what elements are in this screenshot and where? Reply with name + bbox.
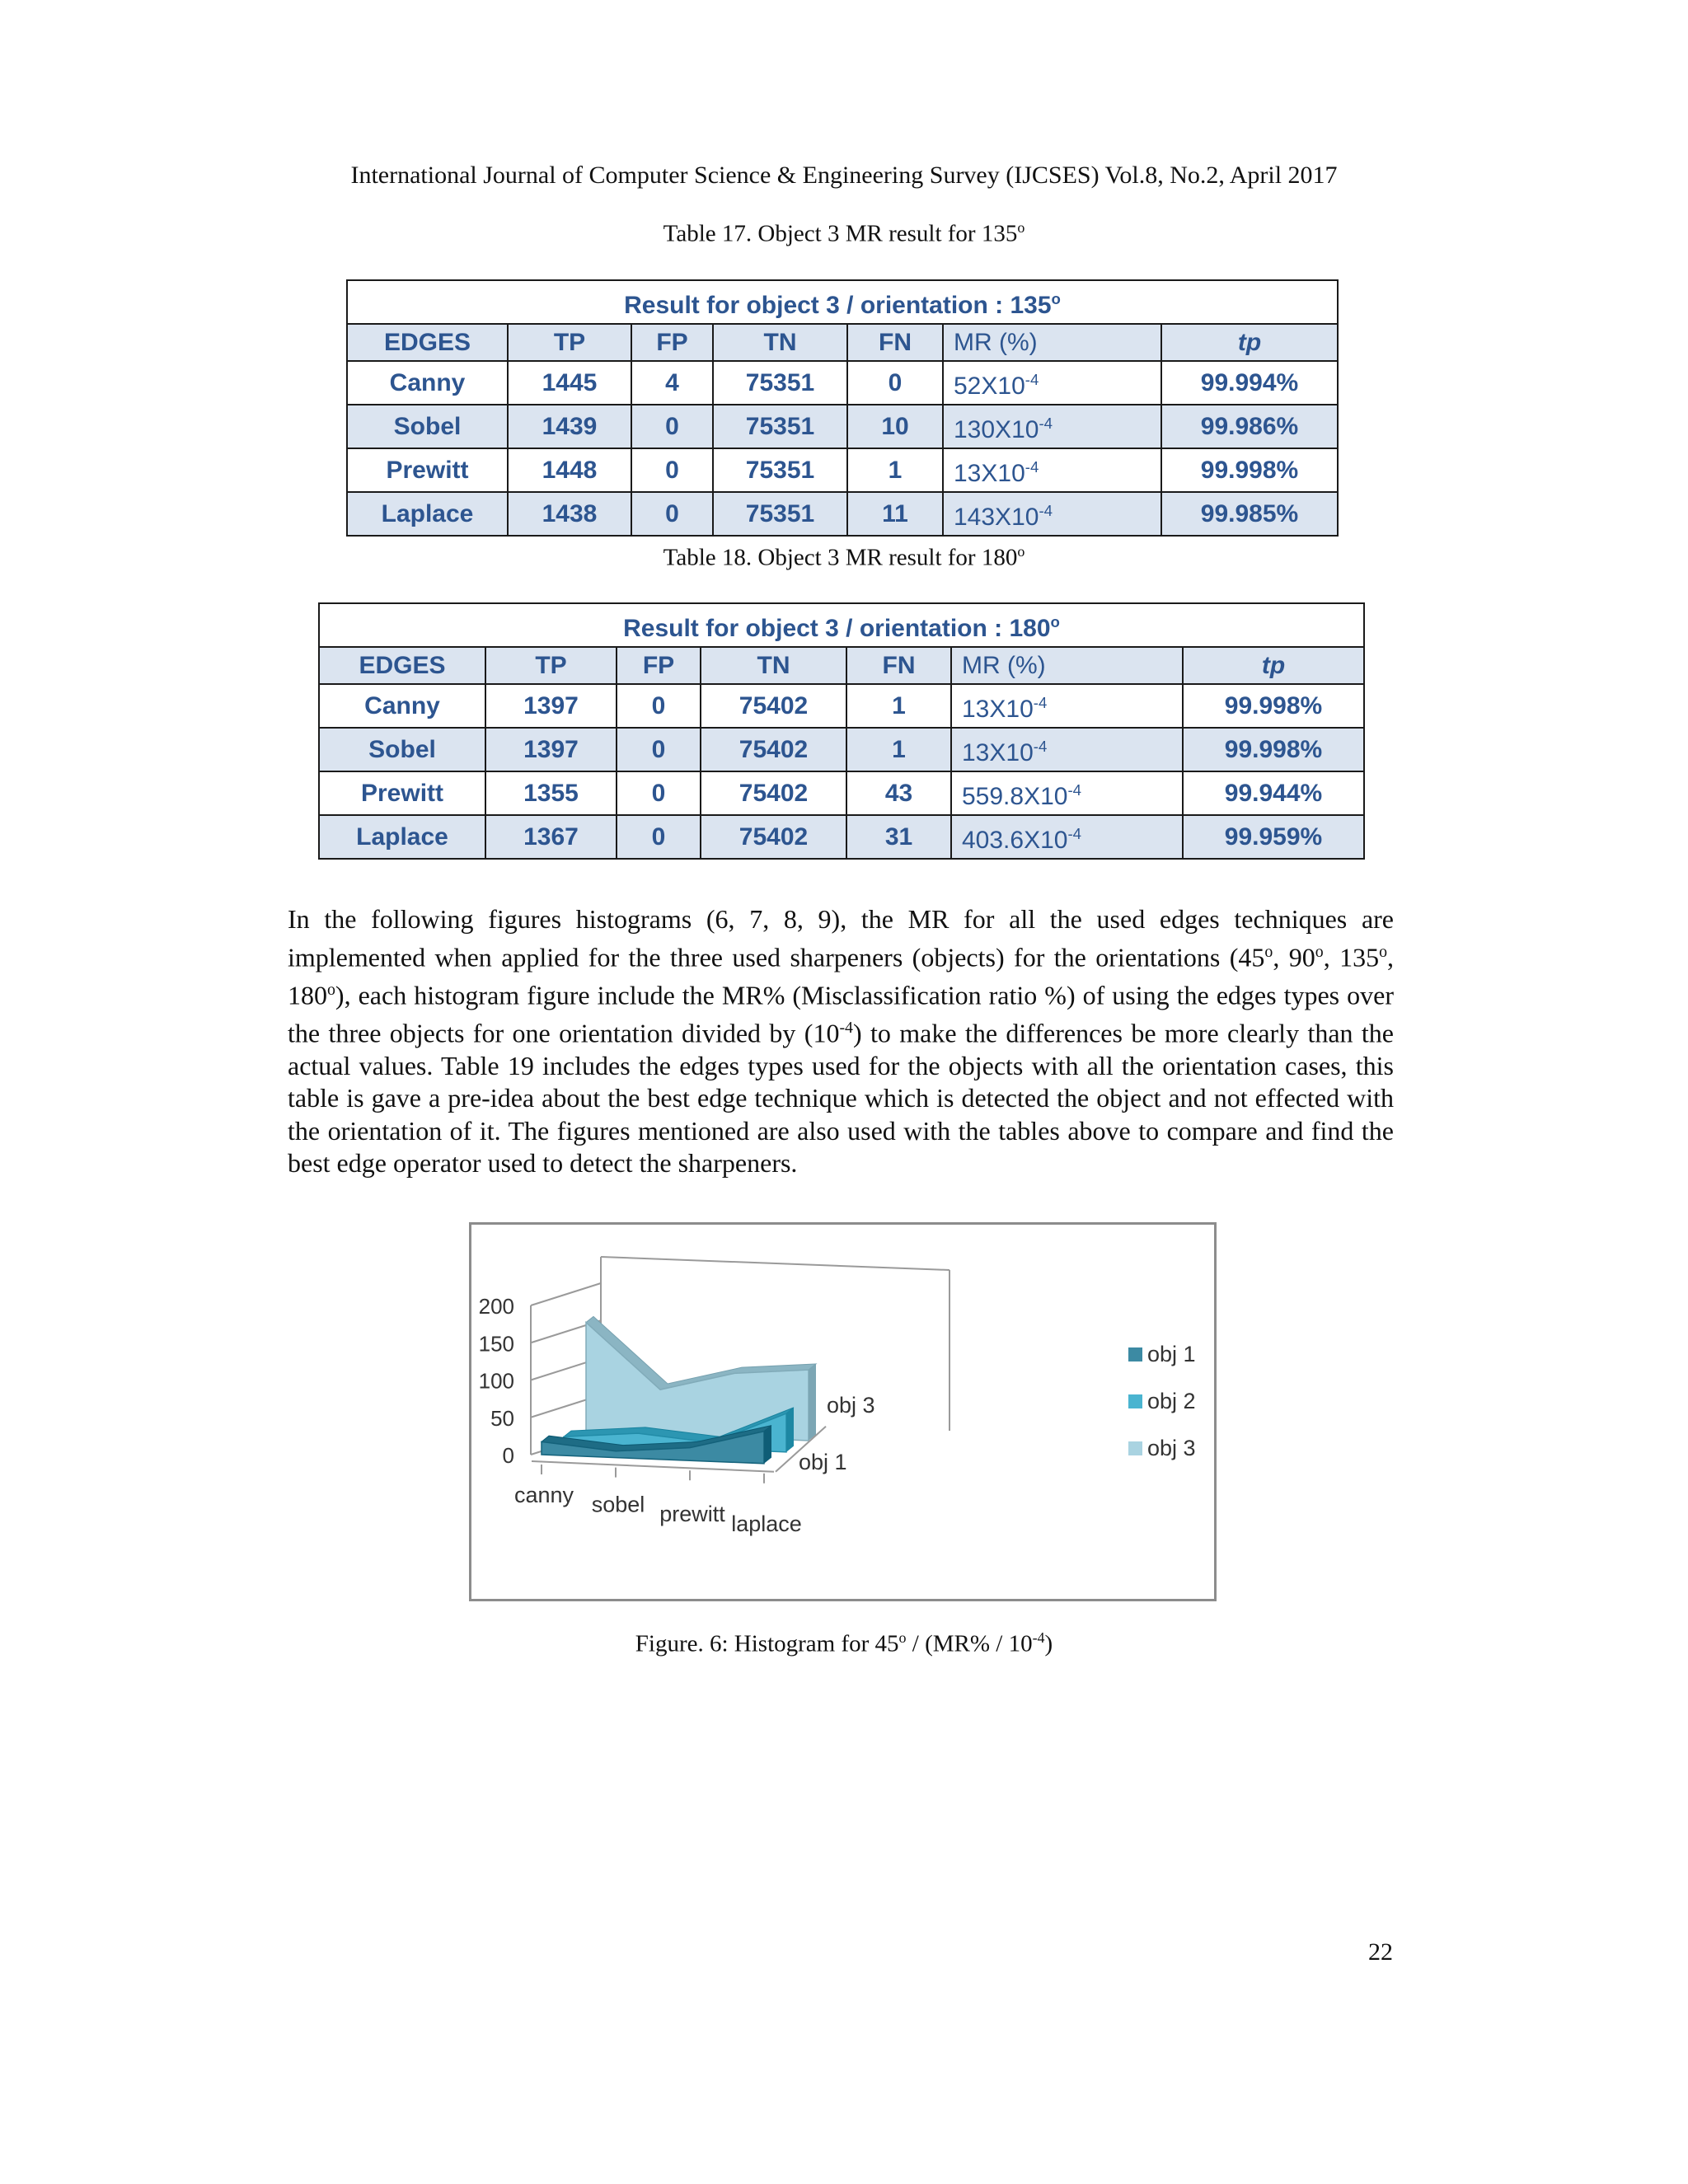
y-tick-label: 150 [478,1331,514,1357]
fp-cell: 0 [617,684,701,728]
series-side-obj-1 [764,1426,771,1464]
tn-cell: 75402 [701,728,846,771]
fp-cell: 4 [631,361,713,405]
column-header: FN [846,647,951,684]
tn-cell: 75351 [713,405,847,448]
mr-cell [943,405,1161,448]
edge-cell: Laplace [347,492,508,536]
para-sup: o [1379,942,1388,961]
legend-swatch-obj-1 [1128,1347,1142,1361]
table18-header-row [319,647,1364,684]
figure-caption-text: / (MR% / 10 [906,1630,1033,1657]
column-header: FP [617,647,701,684]
para-sup: o [1264,942,1273,961]
table17-caption-text: Table 17. Object 3 MR result for 135 [663,220,1018,247]
table18-title-sup: o [1050,613,1060,630]
column-header: TN [713,324,847,361]
table17-title-sup: o [1051,290,1061,307]
para-sup: o [327,980,335,999]
para-text: In the following figures histograms (6, 7, 8, 9), the MR for all the used edges techniques are implemented when applied for the three used sharpeners (objects) for the orientations (45 [288,904,1394,972]
column-header: TN [701,647,846,684]
histogram-3d-area-chart [471,1225,1214,1599]
table17-title-text: Result for object 3 / orientation : 135 [624,292,1052,319]
tp-percent-cell: 99.986% [1161,405,1338,448]
table17 [346,279,1339,537]
legend-label: obj 2 [1147,1389,1196,1413]
legend-swatch-obj-3 [1128,1441,1142,1455]
table18-title-text: Result for object 3 / orientation : 180 [623,615,1051,642]
y-tick-label: 100 [478,1368,514,1394]
para-text: ), each histogram figure include the MR% (Misclassification ratio %) of using the edges types over the three objects for one orientation divided by (10 [288,980,1394,1048]
fn-cell: 1 [847,448,943,492]
para-sup: -4 [839,1018,853,1037]
column-header: FN [847,324,943,361]
table18 [318,602,1365,860]
figure-caption-sup: -4 [1032,1629,1045,1646]
table-row [347,361,1338,405]
legend-label: obj 1 [1147,1342,1196,1366]
tp-cell: 1355 [485,771,617,815]
mr-cell [951,684,1183,728]
mr-exponent: -4 [1039,502,1053,519]
depth-label-obj1: obj 1 [799,1449,847,1474]
y-tick-label: 0 [502,1443,514,1468]
edge-cell: Prewitt [319,771,485,815]
table18-caption-text: Table 18. Object 3 MR result for 180 [663,544,1018,571]
tp-percent-cell: 99.959% [1183,815,1364,859]
column-header: FP [631,324,713,361]
mr-cell [943,448,1161,492]
tp-cell: 1438 [508,492,631,536]
edge-cell: Laplace [319,815,485,859]
table-row [319,728,1364,771]
fp-cell: 0 [617,771,701,815]
para-sup: o [1315,942,1324,961]
mr-value: 403.6X10 [962,827,1068,854]
edge-cell: Canny [319,684,485,728]
body-paragraph [288,903,1394,1180]
mr-value: 13X10 [962,739,1034,766]
edge-cell: Canny [347,361,508,405]
tn-cell: 75351 [713,492,847,536]
depth-label-obj3: obj 3 [827,1392,875,1418]
y-tick-label: 50 [490,1405,514,1431]
table17-caption-sup: o [1017,219,1025,236]
table-row [319,684,1364,728]
column-header: tp [1161,324,1338,361]
tn-cell: 75351 [713,361,847,405]
fn-cell: 1 [846,684,951,728]
mr-exponent: -4 [1033,738,1048,755]
tp-cell: 1397 [485,728,617,771]
edge-cell: Sobel [319,728,485,771]
mr-exponent: -4 [1033,694,1048,711]
figure-caption-sup: o [898,1629,907,1646]
y-grid-line [531,1283,601,1305]
fn-cell: 1 [846,728,951,771]
edge-cell: Sobel [347,405,508,448]
y-tick-label: 200 [478,1294,514,1319]
fp-cell: 0 [631,448,713,492]
fn-cell: 31 [846,815,951,859]
para-text: , 180 [288,942,1395,1010]
column-header: TP [485,647,617,684]
mr-cell [943,361,1161,405]
mr-value: 143X10 [954,504,1039,531]
fp-cell: 0 [617,815,701,859]
tn-cell: 75351 [713,448,847,492]
page-number: 22 [1368,1938,1393,1966]
figure-caption-text: ) [1044,1630,1053,1657]
para-text: , 135 [1323,942,1380,972]
tp-cell: 1397 [485,684,617,728]
x-tick-label: canny [513,1483,574,1507]
column-header: EDGES [347,324,508,361]
table17-title [347,280,1338,324]
table18-caption [0,543,1688,572]
mr-exponent: -4 [1039,415,1053,432]
mr-value: 130X10 [954,416,1039,443]
tn-cell: 75402 [701,771,846,815]
series-side-obj-3 [809,1364,816,1441]
table-row [319,771,1364,815]
column-header: EDGES [319,647,485,684]
mr-exponent: -4 [1025,371,1039,388]
x-tick-label: sobel [591,1492,645,1517]
journal-header: International Journal of Computer Science & Engineering Survey (IJCSES) Vol.8, No.2, April 2017 [350,162,1338,189]
fp-cell: 0 [617,728,701,771]
table18-title [319,603,1364,647]
tn-cell: 75402 [701,815,846,859]
column-header: TP [508,324,631,361]
tp-percent-cell: 99.998% [1161,448,1338,492]
column-header: MR (%) [951,647,1183,684]
tp-cell: 1445 [508,361,631,405]
table17-caption [0,219,1688,248]
fp-cell: 0 [631,492,713,536]
mr-value: 559.8X10 [962,783,1068,810]
mr-exponent: -4 [1067,825,1081,842]
fp-cell: 0 [631,405,713,448]
table-row [347,448,1338,492]
fn-cell: 43 [846,771,951,815]
x-tick-label: laplace [731,1511,802,1536]
fn-cell: 0 [847,361,943,405]
mr-cell [943,492,1161,536]
tp-cell: 1439 [508,405,631,448]
para-text: ) to make the differences be more clearly than the actual values. Table 19 includes the edges types used for the objects with all the orientation cases, this table is gave a pre-idea about the best edge technique which is detected the object and not effected with the orientation of it. The figures mentioned are also used with the tables above to compare and find the best edge operator used to detect the sharpeners. [288,1018,1395,1179]
column-header: tp [1183,647,1364,684]
mr-value: 52X10 [954,373,1025,400]
mr-cell [951,815,1183,859]
table18-caption-sup: o [1017,543,1025,560]
table-row [347,492,1338,536]
tp-percent-cell: 99.985% [1161,492,1338,536]
legend-swatch-obj-2 [1128,1394,1142,1408]
fn-cell: 11 [847,492,943,536]
tp-percent-cell: 99.994% [1161,361,1338,405]
para-text: , 90 [1273,942,1315,972]
mr-cell [951,771,1183,815]
column-header: MR (%) [943,324,1161,361]
chart-frame [469,1222,1217,1601]
figure-caption-text: Figure. 6: Histogram for 45 [635,1630,899,1657]
back-wall-top [601,1257,950,1270]
mr-exponent: -4 [1067,781,1081,799]
tn-cell: 75402 [701,684,846,728]
table-row [347,405,1338,448]
x-tick-label: prewitt [659,1502,725,1527]
mr-value: 13X10 [954,460,1025,487]
tp-percent-cell: 99.944% [1183,771,1364,815]
tp-cell: 1367 [485,815,617,859]
fn-cell: 10 [847,405,943,448]
table-row [319,815,1364,859]
table17-header-row [347,324,1338,361]
figure-caption [0,1629,1688,1658]
tp-percent-cell: 99.998% [1183,684,1364,728]
tp-percent-cell: 99.998% [1183,728,1364,771]
mr-exponent: -4 [1025,458,1039,476]
edge-cell: Prewitt [347,448,508,492]
mr-value: 13X10 [962,696,1034,723]
series-side-obj-2 [786,1408,794,1452]
legend-label: obj 3 [1147,1436,1196,1460]
tp-cell: 1448 [508,448,631,492]
mr-cell [951,728,1183,771]
